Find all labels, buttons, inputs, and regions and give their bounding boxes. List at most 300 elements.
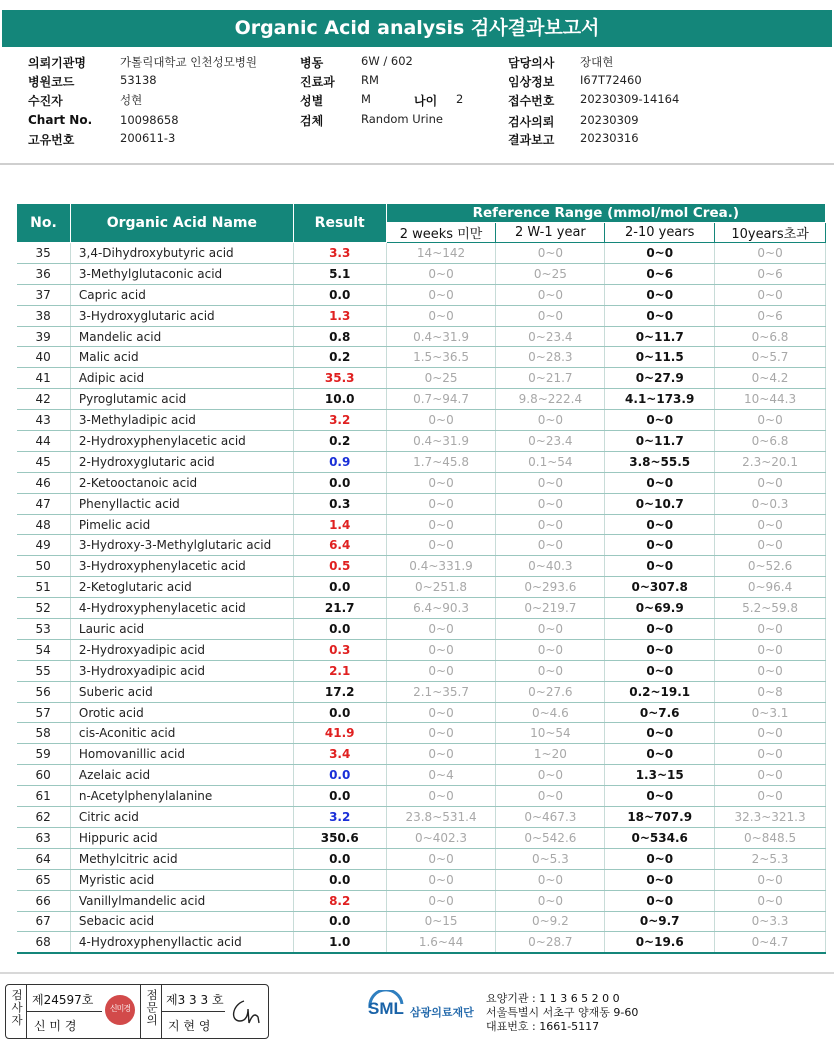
ref-10y: 10~44.3 <box>715 389 826 410</box>
ref-10y: 0~848.5 <box>715 827 826 848</box>
result-value: 0.0 <box>293 702 386 723</box>
table-row <box>17 911 826 932</box>
acid-name: Pyroglutamic acid <box>70 389 293 410</box>
info-value: 20230309 <box>580 113 639 127</box>
table-row <box>17 389 826 410</box>
acid-name: Adipic acid <box>70 368 293 389</box>
result-value: 0.0 <box>293 284 386 305</box>
table-row <box>17 807 826 828</box>
examiner-seal <box>105 995 135 1025</box>
ref-10y: 0~0 <box>715 514 826 535</box>
ref-10y: 0~6.8 <box>715 326 826 347</box>
results-table <box>16 203 826 954</box>
ref-2weeks: 0~0 <box>386 263 496 284</box>
examiner-name: 신 미 경 <box>34 1019 77 1033</box>
result-value: 350.6 <box>293 827 386 848</box>
table-row <box>17 723 826 744</box>
result-value: 5.1 <box>293 263 386 284</box>
ref-2-10y: 0~0 <box>605 639 715 660</box>
ref-2-10y: 1.3~15 <box>605 765 715 786</box>
result-value: 2.1 <box>293 660 386 681</box>
row-no: 61 <box>17 786 71 807</box>
ref-2weeks: 0.4~331.9 <box>386 556 496 577</box>
org-name: 삼광의료재단 <box>410 1006 474 1019</box>
result-value: 21.7 <box>293 598 386 619</box>
ref-2-10y: 0~0 <box>605 660 715 681</box>
ref-10y: 0~3.1 <box>715 702 826 723</box>
ref-2weeks: 0~0 <box>386 619 496 640</box>
report-title: Organic Acid analysis 검사결과보고서 <box>2 10 832 47</box>
table-row <box>17 368 826 389</box>
ref-2w-1y: 0~467.3 <box>496 807 605 828</box>
ref-2w-1y: 0~0 <box>496 410 605 431</box>
row-no: 39 <box>17 326 71 347</box>
ref-2-10y: 3.8~55.5 <box>605 451 715 472</box>
ref-2w-1y: 0~23.4 <box>496 431 605 452</box>
result-value: 35.3 <box>293 368 386 389</box>
ref-2weeks: 0~0 <box>386 284 496 305</box>
ref-10y: 5.2~59.8 <box>715 598 826 619</box>
patient-info <box>28 54 818 154</box>
ref-2weeks: 0~0 <box>386 639 496 660</box>
ref-10y: 0~3.3 <box>715 911 826 932</box>
row-no: 49 <box>17 535 71 556</box>
ref-2-10y: 0~0 <box>605 723 715 744</box>
ref-2w-1y: 0~0 <box>496 493 605 514</box>
ref-2-10y: 0~0 <box>605 556 715 577</box>
ref-2w-1y: 0~0 <box>496 535 605 556</box>
result-value: 0.2 <box>293 347 386 368</box>
ref-2w-1y: 0~0 <box>496 869 605 890</box>
ref-2w-1y: 1~20 <box>496 744 605 765</box>
ref-2-10y: 0~0 <box>605 514 715 535</box>
ref-2w-1y: 0~0 <box>496 514 605 535</box>
row-no: 43 <box>17 410 71 431</box>
ref-2-10y: 0~0 <box>605 869 715 890</box>
info-value: 20230316 <box>580 131 639 145</box>
ref-2w-1y: 0~219.7 <box>496 598 605 619</box>
ref-10y: 0~96.4 <box>715 577 826 598</box>
table-row <box>17 577 826 598</box>
table-row <box>17 493 826 514</box>
row-no: 68 <box>17 932 71 953</box>
table-row <box>17 702 826 723</box>
ref-2-10y: 0~11.7 <box>605 431 715 452</box>
table-row <box>17 639 826 660</box>
info-value: I67T72460 <box>580 73 642 87</box>
ref-10y: 0~0 <box>715 243 826 264</box>
result-value: 0.0 <box>293 619 386 640</box>
acid-name: cis-Aconitic acid <box>70 723 293 744</box>
acid-name: Homovanillic acid <box>70 744 293 765</box>
result-value: 1.0 <box>293 932 386 953</box>
ref-2weeks: 14~142 <box>386 243 496 264</box>
result-value: 3.3 <box>293 243 386 264</box>
ref-10y: 0~0 <box>715 744 826 765</box>
table-row <box>17 263 826 284</box>
info-value: Random Urine <box>361 112 443 126</box>
acid-name: Phenyllactic acid <box>70 493 293 514</box>
ref-2weeks: 0~251.8 <box>386 577 496 598</box>
info-value: 가톨릭대학교 인천성모병원 <box>120 55 257 69</box>
ref-10y: 0~0 <box>715 660 826 681</box>
acid-name: 4-Hydroxyphenylacetic acid <box>70 598 293 619</box>
ref-10y: 0~0 <box>715 284 826 305</box>
ref-2weeks: 0~0 <box>386 744 496 765</box>
row-no: 66 <box>17 890 71 911</box>
row-no: 38 <box>17 305 71 326</box>
table-row <box>17 305 826 326</box>
ref-10y: 0~8 <box>715 681 826 702</box>
table-row <box>17 827 826 848</box>
ref-2w-1y: 0~28.3 <box>496 347 605 368</box>
ref-2weeks: 1.7~45.8 <box>386 451 496 472</box>
info-value: 10098658 <box>120 113 179 127</box>
ref-2weeks: 0~4 <box>386 765 496 786</box>
row-no: 46 <box>17 472 71 493</box>
ref-10y: 32.3~321.3 <box>715 807 826 828</box>
org-tel: 대표번호 : 1661-5117 <box>486 1020 600 1033</box>
info-value: 53138 <box>120 73 157 87</box>
table-row <box>17 514 826 535</box>
ref-2-10y: 0~0 <box>605 848 715 869</box>
row-no: 54 <box>17 639 71 660</box>
table-row <box>17 410 826 431</box>
ref-2weeks: 1.5~36.5 <box>386 347 496 368</box>
acid-name: Sebacic acid <box>70 911 293 932</box>
info-label: 검사의뢰 <box>508 115 555 129</box>
ref-2weeks: 0~15 <box>386 911 496 932</box>
specialist-signature <box>228 995 264 1029</box>
acid-name: 3-Hydroxy-3-Methylglutaric acid <box>70 535 293 556</box>
row-no: 62 <box>17 807 71 828</box>
ref-2-10y: 0~0 <box>605 305 715 326</box>
ref-10y: 0~0 <box>715 765 826 786</box>
ref-2w-1y: 0~0 <box>496 619 605 640</box>
col-header-ref-2w-1y: 2 W-1 year <box>496 223 605 243</box>
ref-10y: 0~6 <box>715 305 826 326</box>
org-addr-line: 서울특별시 서초구 양재동 9-60 <box>486 1006 639 1019</box>
result-value: 0.5 <box>293 556 386 577</box>
acid-name: 3,4-Dihydroxybutyric acid <box>70 243 293 264</box>
ref-2-10y: 0~0 <box>605 786 715 807</box>
info-value: 200611-3 <box>120 131 176 145</box>
ref-2w-1y: 0~5.3 <box>496 848 605 869</box>
acid-name: 2-Ketoglutaric acid <box>70 577 293 598</box>
ref-2w-1y: 0~0 <box>496 660 605 681</box>
row-no: 35 <box>17 243 71 264</box>
acid-name: 2-Hydroxyglutaric acid <box>70 451 293 472</box>
specialist-name: 지 현 영 <box>168 1019 211 1033</box>
ref-2-10y: 0.2~19.1 <box>605 681 715 702</box>
row-no: 36 <box>17 263 71 284</box>
col-header-reference: Reference Range (mmol/mol Crea.) <box>386 204 825 223</box>
org-code: 요양기관 : 1 1 3 6 5 2 0 0 <box>486 992 620 1005</box>
info-label: 검체 <box>300 114 324 128</box>
ref-2w-1y: 0~21.7 <box>496 368 605 389</box>
acid-name: n-Acetylphenylalanine <box>70 786 293 807</box>
ref-2weeks: 0~0 <box>386 514 496 535</box>
ref-2weeks: 0~0 <box>386 535 496 556</box>
acid-name: 3-Methylglutaconic acid <box>70 263 293 284</box>
table-row <box>17 284 826 305</box>
section-divider <box>0 163 834 165</box>
ref-10y: 0~4.7 <box>715 932 826 953</box>
result-value: 1.4 <box>293 514 386 535</box>
table-row <box>17 451 826 472</box>
info-label: 진료과 <box>300 75 335 89</box>
ref-2-10y: 0~0 <box>605 243 715 264</box>
row-no: 42 <box>17 389 71 410</box>
ref-10y: 0~0.3 <box>715 493 826 514</box>
ref-2w-1y: 10~54 <box>496 723 605 744</box>
row-no: 55 <box>17 660 71 681</box>
info-label: 담당의사 <box>508 56 555 70</box>
specialist-license-no: 제3 3 3 호 <box>166 993 224 1007</box>
row-no: 57 <box>17 702 71 723</box>
acid-name: Capric acid <box>70 284 293 305</box>
result-value: 0.9 <box>293 451 386 472</box>
ref-2weeks: 0~0 <box>386 723 496 744</box>
row-no: 67 <box>17 911 71 932</box>
ref-2-10y: 0~10.7 <box>605 493 715 514</box>
row-no: 52 <box>17 598 71 619</box>
col-header-name: Organic Acid Name <box>70 204 293 243</box>
col-header-ref-2weeks: 2 weeks 미만 <box>386 223 496 243</box>
ref-2w-1y: 0~0 <box>496 305 605 326</box>
info-value: 성현 <box>120 93 143 107</box>
table-row <box>17 472 826 493</box>
ref-2-10y: 0~0 <box>605 472 715 493</box>
result-value: 6.4 <box>293 535 386 556</box>
result-value: 3.4 <box>293 744 386 765</box>
row-no: 53 <box>17 619 71 640</box>
ref-10y: 0~52.6 <box>715 556 826 577</box>
result-value: 0.8 <box>293 326 386 347</box>
col-header-ref-10y: 10years초과 <box>715 223 826 243</box>
row-no: 63 <box>17 827 71 848</box>
ref-10y: 0~0 <box>715 723 826 744</box>
ref-2weeks: 2.1~35.7 <box>386 681 496 702</box>
row-no: 48 <box>17 514 71 535</box>
col-header-no: No. <box>17 204 71 243</box>
ref-2w-1y: 0~0 <box>496 639 605 660</box>
row-no: 64 <box>17 848 71 869</box>
table-row <box>17 326 826 347</box>
result-value: 10.0 <box>293 389 386 410</box>
result-value: 0.0 <box>293 786 386 807</box>
row-no: 65 <box>17 869 71 890</box>
acid-name: 2-Hydroxyadipic acid <box>70 639 293 660</box>
ref-2-10y: 0~19.6 <box>605 932 715 953</box>
ref-2weeks: 0~0 <box>386 410 496 431</box>
acid-name: 3-Methyladipic acid <box>70 410 293 431</box>
result-value: 41.9 <box>293 723 386 744</box>
ref-10y: 0~0 <box>715 472 826 493</box>
ref-2-10y: 0~0 <box>605 284 715 305</box>
ref-2weeks: 0~25 <box>386 368 496 389</box>
result-value: 3.2 <box>293 807 386 828</box>
examiner-seal-text: 신미경 <box>109 1004 131 1013</box>
ref-2-10y: 0~6 <box>605 263 715 284</box>
info-label: 고유번호 <box>28 133 75 147</box>
result-value: 8.2 <box>293 890 386 911</box>
ref-10y: 2.3~20.1 <box>715 451 826 472</box>
acid-name: Pimelic acid <box>70 514 293 535</box>
footer-divider <box>0 972 834 974</box>
table-row <box>17 619 826 640</box>
result-value: 17.2 <box>293 681 386 702</box>
ref-2-10y: 0~0 <box>605 619 715 640</box>
table-row <box>17 932 826 953</box>
ref-2weeks: 1.6~44 <box>386 932 496 953</box>
result-value: 0.3 <box>293 639 386 660</box>
ref-10y: 0~0 <box>715 869 826 890</box>
acid-name: Azelaic acid <box>70 765 293 786</box>
result-value: 3.2 <box>293 410 386 431</box>
row-no: 37 <box>17 284 71 305</box>
ref-2w-1y: 0~0 <box>496 890 605 911</box>
acid-name: Orotic acid <box>70 702 293 723</box>
org-logo-block <box>366 990 481 1030</box>
info-label: 수진자 <box>28 94 63 108</box>
ref-2-10y: 0~7.6 <box>605 702 715 723</box>
ref-2weeks: 0~402.3 <box>386 827 496 848</box>
ref-10y: 0~5.7 <box>715 347 826 368</box>
result-value: 0.0 <box>293 869 386 890</box>
result-value: 0.0 <box>293 577 386 598</box>
acid-name: 3-Hydroxyadipic acid <box>70 660 293 681</box>
table-row <box>17 347 826 368</box>
result-value: 1.3 <box>293 305 386 326</box>
table-row <box>17 243 826 264</box>
ref-2weeks: 0~0 <box>386 305 496 326</box>
table-row <box>17 786 826 807</box>
table-row <box>17 765 826 786</box>
ref-2weeks: 0~0 <box>386 493 496 514</box>
info-label: 병동 <box>300 56 324 70</box>
ref-2weeks: 0.4~31.9 <box>386 431 496 452</box>
result-value: 0.0 <box>293 472 386 493</box>
org-address <box>486 992 638 1034</box>
acid-name: Myristic acid <box>70 869 293 890</box>
ref-2weeks: 0~0 <box>386 702 496 723</box>
row-no: 60 <box>17 765 71 786</box>
ref-2weeks: 0.7~94.7 <box>386 389 496 410</box>
ref-2w-1y: 0~542.6 <box>496 827 605 848</box>
info-value: 2 <box>456 92 464 106</box>
ref-2w-1y: 0~293.6 <box>496 577 605 598</box>
ref-10y: 0~0 <box>715 619 826 640</box>
result-value: 0.2 <box>293 431 386 452</box>
info-label: 의뢰기관명 <box>28 56 86 70</box>
acid-name: Mandelic acid <box>70 326 293 347</box>
specialist-label: 점문의 <box>145 989 159 1027</box>
info-value: 6W / 602 <box>361 54 413 68</box>
table-row <box>17 598 826 619</box>
info-label: 결과보고 <box>508 133 555 147</box>
ref-2-10y: 18~707.9 <box>605 807 715 828</box>
acid-name: Lauric acid <box>70 619 293 640</box>
ref-2w-1y: 9.8~222.4 <box>496 389 605 410</box>
ref-2weeks: 0~0 <box>386 786 496 807</box>
ref-2w-1y: 0~40.3 <box>496 556 605 577</box>
ref-2w-1y: 0~0 <box>496 243 605 264</box>
result-value: 0.0 <box>293 911 386 932</box>
col-header-result: Result <box>293 204 386 243</box>
ref-2w-1y: 0~0 <box>496 472 605 493</box>
acid-name: Citric acid <box>70 807 293 828</box>
result-value: 0.0 <box>293 765 386 786</box>
ref-2weeks: 0~0 <box>386 869 496 890</box>
result-value: 0.0 <box>293 848 386 869</box>
ref-2w-1y: 0.1~54 <box>496 451 605 472</box>
acid-name: Hippuric acid <box>70 827 293 848</box>
ref-2w-1y: 0~0 <box>496 786 605 807</box>
row-no: 41 <box>17 368 71 389</box>
row-no: 45 <box>17 451 71 472</box>
ref-10y: 0~0 <box>715 535 826 556</box>
ref-10y: 0~6 <box>715 263 826 284</box>
ref-2w-1y: 0~25 <box>496 263 605 284</box>
ref-2-10y: 4.1~173.9 <box>605 389 715 410</box>
acid-name: 2-Hydroxyphenylacetic acid <box>70 431 293 452</box>
ref-10y: 0~0 <box>715 639 826 660</box>
info-value: 20230309-14164 <box>580 92 680 106</box>
ref-10y: 0~0 <box>715 890 826 911</box>
ref-2-10y: 0~0 <box>605 890 715 911</box>
ref-2weeks: 0.4~31.9 <box>386 326 496 347</box>
ref-2-10y: 0~27.9 <box>605 368 715 389</box>
ref-2weeks: 0~0 <box>386 890 496 911</box>
acid-name: Malic acid <box>70 347 293 368</box>
ref-10y: 0~0 <box>715 786 826 807</box>
ref-2-10y: 0~9.7 <box>605 911 715 932</box>
ref-10y: 2~5.3 <box>715 848 826 869</box>
ref-2w-1y: 0~27.6 <box>496 681 605 702</box>
ref-2-10y: 0~0 <box>605 410 715 431</box>
ref-2w-1y: 0~0 <box>496 765 605 786</box>
ref-2w-1y: 0~28.7 <box>496 932 605 953</box>
ref-10y: 0~0 <box>715 410 826 431</box>
ref-2-10y: 0~307.8 <box>605 577 715 598</box>
ref-2w-1y: 0~23.4 <box>496 326 605 347</box>
results-body <box>17 243 826 954</box>
examiner-license-no: 제24597호 <box>32 993 94 1007</box>
info-label: 접수번호 <box>508 94 555 108</box>
row-no: 40 <box>17 347 71 368</box>
ref-2weeks: 0~0 <box>386 848 496 869</box>
ref-10y: 0~4.2 <box>715 368 826 389</box>
table-row <box>17 535 826 556</box>
acid-name: Methylcitric acid <box>70 848 293 869</box>
info-label: 성별 <box>300 94 324 108</box>
table-row <box>17 890 826 911</box>
sml-logo-text: SML <box>368 999 404 1018</box>
acid-name: 3-Hydroxyphenylacetic acid <box>70 556 293 577</box>
ref-2-10y: 0~0 <box>605 744 715 765</box>
info-value: M <box>361 92 371 106</box>
table-row <box>17 660 826 681</box>
col-header-ref-2-10y: 2-10 years <box>605 223 715 243</box>
acid-name: 2-Ketooctanoic acid <box>70 472 293 493</box>
ref-2-10y: 0~69.9 <box>605 598 715 619</box>
ref-2weeks: 6.4~90.3 <box>386 598 496 619</box>
ref-2w-1y: 0~9.2 <box>496 911 605 932</box>
ref-2weeks: 0~0 <box>386 660 496 681</box>
table-row <box>17 744 826 765</box>
signature-box <box>5 984 269 1039</box>
